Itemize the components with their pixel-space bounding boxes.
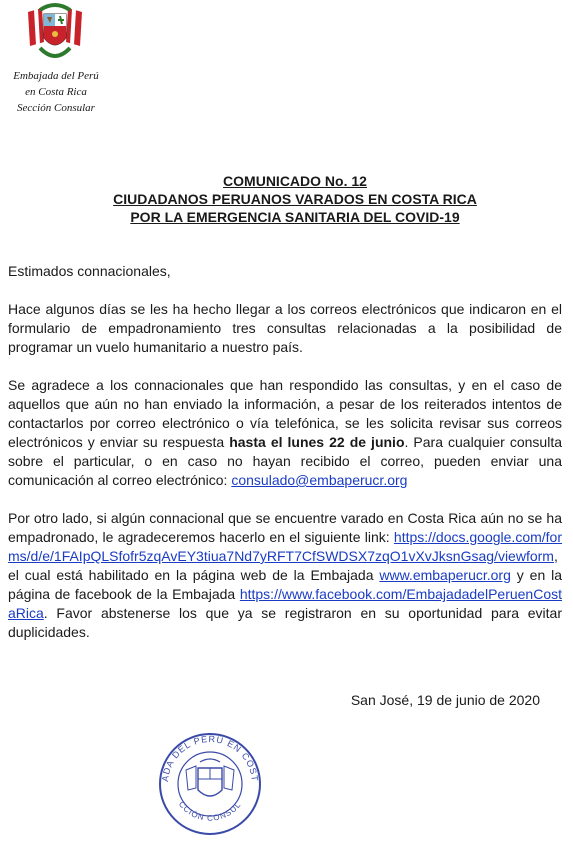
paragraph-2-text: Se agradece a los connacionales que han respondido las consultas, y en el caso de aquellos que aún no han enviado la información, a pesar de los reiterados intentos de contactarlos por correo electrónico o vía telefónica, se les solicita revisar sus correos electrónicos y enviar su respuesta <box>8 377 562 450</box>
paragraph-3 <box>8 509 562 642</box>
letterhead-line: Sección Consular <box>17 102 95 114</box>
paragraph-3-text: , el cual está habilitado en la página web de la Embajada <box>8 548 558 583</box>
seal-ring-text-top: ADA DEL PERÚ EN COST <box>159 733 260 783</box>
greeting: Estimados connacionales, <box>8 263 171 279</box>
embassy-website-link[interactable]: www.embaperucr.org <box>379 567 511 583</box>
paragraph-3-text: . Favor abstenerse los que ya se registraron en su oportunidad para evitar duplicidades. <box>8 605 562 640</box>
title-line-2: CIUDADANOS PERUANOS VARADOS EN COSTA RICA <box>113 191 477 207</box>
title-line-3: POR LA EMERGENCIA SANITARIA DEL COVID-19 <box>130 209 460 225</box>
paragraph-1: Hace algunos días se les ha hecho llegar a los correos electrónicos que indicaron en el formulario de empadronamiento tres consultas relacionadas a la posibilidad de programar un vuelo humanitario a nuestro país. <box>8 301 562 355</box>
title-line-1: COMUNICADO No. 12 <box>223 173 367 189</box>
embassy-facebook-link[interactable]: https://www.facebook.com/EmbajadadelPeruenCostaRica <box>8 586 562 621</box>
paragraph-3-text: y en la página de facebook de la Embajada <box>8 567 563 602</box>
communique-title <box>60 172 530 226</box>
paragraph-3-text: Por otro lado, si algún connacional que se encuentre varado en Costa Rica aún no se ha empadronado, le agradeceremos hacerlo en el siguiente link: <box>8 510 562 545</box>
letterhead-line: en Costa Rica <box>25 86 87 98</box>
paragraph-2-text: . Para cualquier consulta sobre el particular, o en caso no hayan recibido el correo, pueden enviar una comunicación al correo electrónico: <box>8 434 562 488</box>
consular-seal-icon <box>150 726 270 836</box>
communique-body <box>8 262 562 661</box>
registration-form-link[interactable]: https://docs.google.com/forms/d/e/1FAIpQLSfofr5zqAvEY3tiua7Nd7yRFT7CfSWDSX7zqO1vXvJksnGsag/viewform <box>8 529 562 564</box>
svg-text:EMBAJADA DEL PERÚ EN COSTA RIC <box>150 726 260 782</box>
deadline-text: hasta el lunes 22 de junio <box>229 434 405 450</box>
consulate-email-link[interactable]: consulado@embaperucr.org <box>231 472 408 488</box>
seal-ring-text-bottom: CCIÓN CONSUL <box>176 799 243 823</box>
letterhead-line: Embajada del Perú <box>13 70 99 82</box>
peru-coat-of-arms-icon <box>22 2 88 66</box>
paragraph-2 <box>8 376 562 490</box>
embassy-letterhead <box>0 68 112 116</box>
date-line: San José, 19 de junio de 2020 <box>350 692 540 708</box>
